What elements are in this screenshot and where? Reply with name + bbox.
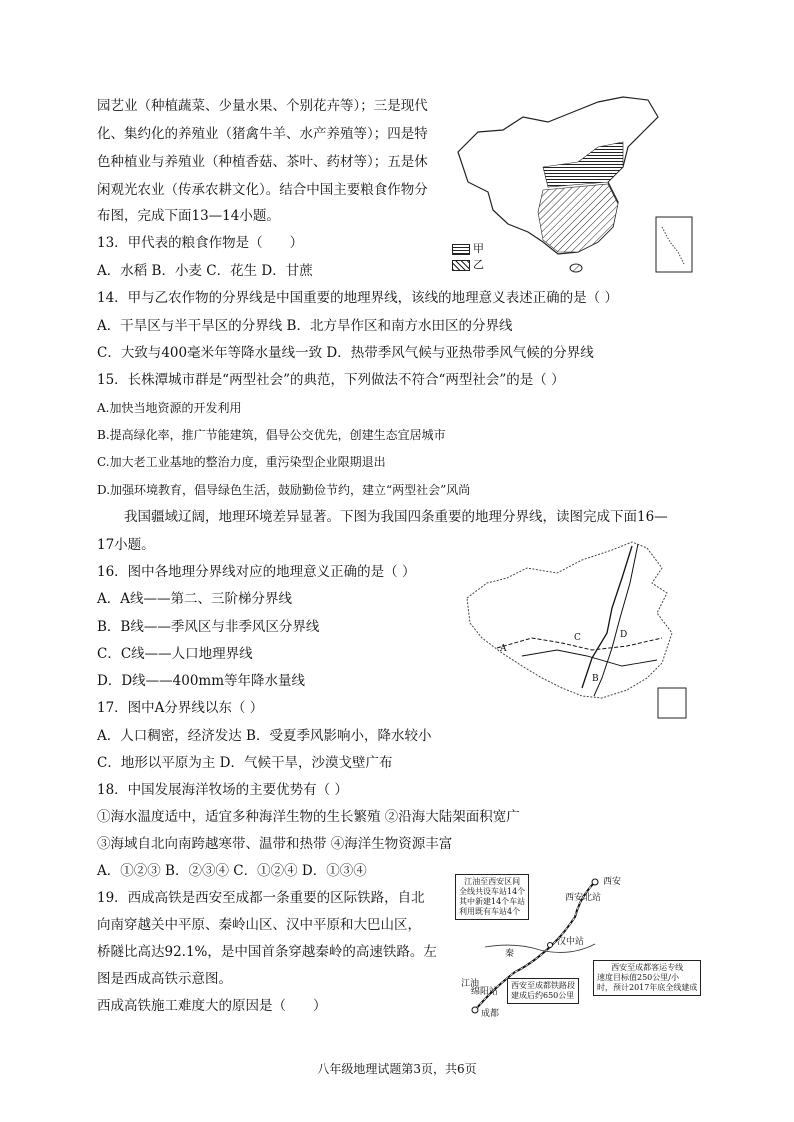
q13-options: A．水稻 B．小麦 C．花生 D．甘蔗 [97, 263, 313, 279]
q19-prompt: 西成高铁施工难度大的原因是（ ） [97, 998, 327, 1014]
text-line: 色种植业与养殖业（种植香菇、茶叶、药材等）；五是休 [97, 154, 428, 170]
label-c: C [574, 633, 581, 643]
question-17: 17．图中A分界线以东（ ） [97, 700, 264, 716]
q16-option-a: A．A线——第二、三阶梯分界线 [97, 591, 292, 607]
text-line: 闲观光农业（传承农耕文化）。结合中国主要粮食作物分 [97, 182, 428, 198]
q18-items-34: ③海域自北向南跨越寒带、温带和热带 ④海洋生物资源丰富 [97, 836, 453, 852]
note-length: 西安至成都铁路段 建成后约650公里 [507, 978, 579, 1004]
question-13: 13．甲代表的粮食作物是（ ） [97, 235, 304, 251]
legend-yi-swatch [452, 260, 470, 271]
label-d: D [620, 630, 628, 640]
q18-options: A．①②③ B．②③④ C．①②④ D．①③④ [97, 863, 367, 879]
text-line: 布图，完成下面13—14小题。 [97, 208, 280, 224]
city-hanzhong: 汉中站 [557, 937, 585, 947]
region-yi [538, 184, 618, 252]
question-18: 18．中国发展海洋牧场的主要优势有（ ） [97, 782, 348, 798]
label-b: B [592, 674, 599, 684]
crop-distribution-map [448, 92, 696, 277]
q14-options-cd: C．大致与400毫米年等降水量线一致 D．热带季风气候与亚热带季风气候的分界线 [97, 345, 594, 361]
q17-options-cd: C．地形以平原为主 D．气候干旱，沙漠戈壁广布 [97, 755, 393, 771]
page-footer: 八年级地理试题第3页，共6页 [317, 1062, 477, 1076]
note-passenger-line: 西安至成都客运专线 速度目标值250公里/小 时，预计2017年底全线建成 [593, 960, 701, 996]
city-xianbei: 西安北站 [565, 893, 602, 903]
city-xian: 西安 [603, 877, 622, 887]
text-line: 图是西成高铁示意图。 [97, 971, 232, 987]
q15-option-d: D.加强环境教育，倡导绿色生活，鼓励勤俭节约，建立“两型社会”风尚 [97, 483, 471, 497]
text-line: 园艺业（种植蔬菜、少量水果、个别花卉等）；三是现代 [97, 98, 428, 114]
question-15: 15．长株潭城市群是“两型社会”的典范，下列做法不符合“两型社会”的是（ ） [97, 372, 565, 388]
xicheng-railway-map [445, 872, 698, 1022]
intro-16-17-cont: 17小题。 [97, 537, 155, 553]
q16-option-d: D．D线——400mm等年降水量线 [97, 673, 306, 689]
question-14: 14．甲与乙农作物的分界线是中国重要的地理界线，该线的地理意义表述正确的是（ ） [97, 290, 618, 306]
legend-yi: 乙 [452, 256, 484, 272]
q17-options-ab: A．人口稠密，经济发达 B．受夏季风影响小，降水较小 [97, 728, 432, 744]
q15-option-c: C.加大老工业基地的整治力度，重污染型企业限期退出 [97, 455, 386, 469]
legend-jia-swatch [452, 244, 470, 255]
q14-options-ab: A．干旱区与半干旱区的分界线 B．北方旱作区和南方水田区的分界线 [97, 318, 513, 334]
q16-option-c: C．C线——人口地理界线 [97, 646, 253, 662]
question-16: 16．图中各地理分界线对应的地理意义正确的是（ ） [97, 564, 416, 580]
text-line: 向南穿越关中平原、秦岭山区、汉中平原和大巴山区， [97, 917, 421, 933]
q16-option-b: B．B线——季风区与非季风区分界线 [97, 619, 320, 635]
city-qin: 秦 [505, 949, 515, 959]
note-jiangyou-xian: 江油至西安区间 全线共设车站14个 其中新建14个车站 利用既有车站4个 [455, 874, 529, 920]
label-a: A [500, 644, 507, 654]
question-19: 19．西成高铁是西安至成都一条重要的区际铁路，自北 [97, 890, 425, 906]
q15-option-a: A.加快当地资源的开发利用 [97, 401, 242, 415]
intro-16-17: 我国疆域辽阔，地理环境差异显著。下图为我国四条重要的地理分界线，读图完成下面16— [97, 509, 668, 525]
boundary-lines-map [462, 538, 690, 720]
q15-option-b: B.提高绿化率，推广节能建筑，倡导公交优先，创建生态宜居城市 [97, 428, 446, 442]
city-chengdu: 成都 [481, 1009, 500, 1019]
text-line: 化、集约化的养殖业（猪禽牛羊、水产养殖等）；四是特 [97, 126, 428, 142]
q18-items-12: ①海水温度适中，适宜多种海洋生物的生长繁殖 ②沿海大陆架面积宽广 [97, 809, 520, 825]
city-jiangyou: 江油 [461, 979, 480, 989]
city-mianyang: 绵阳站 [471, 987, 499, 997]
text-line: 桥隧比高达92.1%，是中国首条穿越秦岭的高速铁路。左 [97, 944, 437, 960]
legend-jia: 甲 [452, 240, 484, 256]
china-outline [467, 542, 672, 698]
